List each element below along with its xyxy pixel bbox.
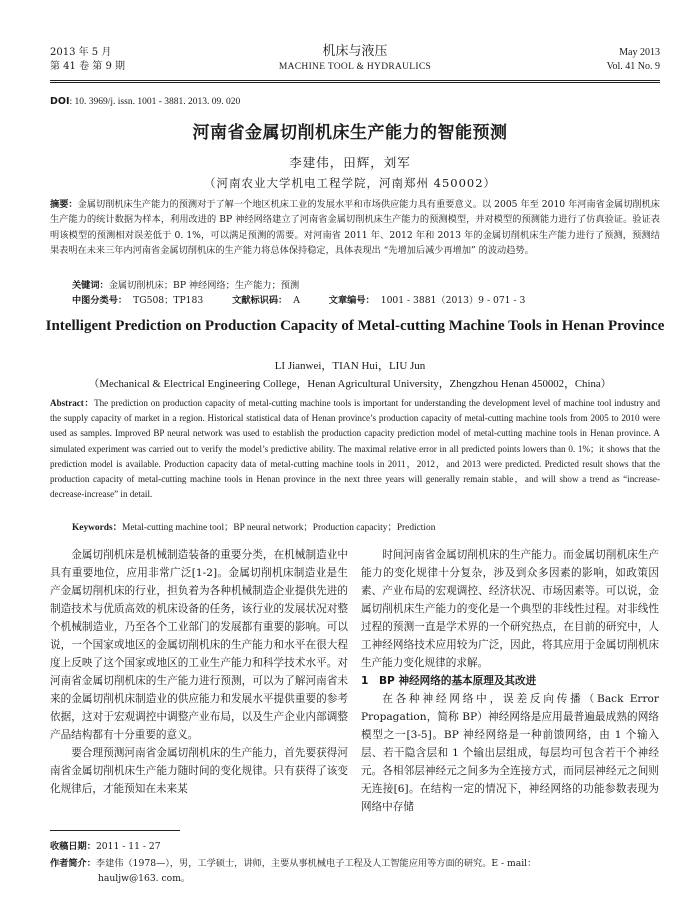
header-right (607, 46, 660, 74)
paper-title-en: Intelligent Prediction on Production Capacity of Metal-cutting Machine Tools in Henan Province (45, 318, 665, 334)
clc-value: TG508；TP183 (133, 295, 204, 306)
body-paragraph: 在各种神经网络中，误差反向传播（Back Error Propagation，简称 BP）神经网络是应用最普遍最成熟的网络模型之一[3-5]。BP 神经网络是一种前馈网络，由 1 个输入层、若干隐含层和 1 个输出层组成，每层均可包含若干个神经元。各相邻层神经元之间多为全连接方式，而同层神经元之间则无连接[6]。在结构一定的情况下，神经网络的功能参数表现为网络中存储 (361, 693, 659, 813)
article-number-value: 1001 - 3881（2013）9 - 071 - 3 (380, 295, 526, 306)
abstract-en-text: The prediction on production capacity of metal-cutting machine tools is important for understanding the development level of machine tool industry and the supply capacity of market in a region. Historical statistical data of Henan province’s production capacity of metal-cutting machine tools from 2005 to 2010 were used as samples. Improved BP neural network was used to establish the production capacity prediction model of metal-cutting machine tools in Henan province. A simulated experiment was carried out to verify the model’s predictive ability. The maximal relative error in all predicted points lowers than 0. 1%；it shows that the prediction model is available. Production capacity data of metal-cutting machine tools in 2011，2012，and 2013 were predicted. Predicted result shows that the production capacity of metal-cutting machine tools in Henan province in the next three years will generally remain stable，and will show a trend as “increase-decrease-increase” in detail. (50, 398, 660, 500)
abstract-en-label: Abstract： (50, 398, 95, 408)
abstract-cn (50, 197, 660, 258)
keywords-en-label: Keywords： (72, 523, 122, 533)
bio-label: 作者简介： (50, 858, 96, 869)
affiliation-cn: （河南农业大学机电工程学院，河南郑州 450002） (203, 176, 497, 190)
affiliation-en: （Mechanical & Electrical Engineering College，Henan Agricultural University，Zhengzhou Henan 450002，China） (88, 378, 612, 390)
keywords-en-text: Metal-cutting machine tool；BP neural network；Production capacity；Prediction (122, 523, 436, 533)
received-value: 2011 - 11 - 27 (95, 841, 161, 852)
doc-code-label: 文献标识码： (232, 295, 288, 306)
article-number-label: 文章编号： (328, 295, 375, 306)
doc-code-value: A (293, 295, 300, 306)
issue-date-cn: 2013 年 5 月 (50, 47, 112, 58)
header-rule-top (50, 80, 660, 81)
body-paragraph: 时间河南省金属切削机床的生产能力。而金属切削机床生产能力的变化规律十分复杂，涉及到众多因素的影响，如政策因素、产业布局的宏观调控、经济状况、市场因素等。可以说，金属切削机床生产能力的变化是一个典型的非线性过程。对非线性过程的预测一直是学术界的一个研究热点，在目前的研究中，人工神经网络技术应用较为广泛，因此，将其应用于金属切削机床生产能力变化规律的求解。 (361, 549, 659, 669)
body-column-left (50, 546, 348, 798)
abstract-en (50, 396, 660, 502)
running-header (50, 44, 660, 78)
keywords-cn (72, 277, 299, 291)
journal-name-cn: 机床与液压 (322, 44, 388, 59)
volume-en: Vol. 41 No. 9 (606, 61, 660, 72)
doi-value: : 10. 3969/j. issn. 1001 - 3881. 2013. 09. 020 (69, 97, 241, 107)
abstract-cn-text: 金属切削机床生产能力的预测对于了解一个地区机床工业的发展水平和市场供应能力具有重要意义。以 2005 年至 2010 年河南省金属切削机床生产能力的统计数据为样本，利用改进的 BP 神经网络建立了河南省金属切削机床生产能力的预测模型，并对模型的预测能力进行了仿真验证。验证表明该模型的预测相对误差低于 0. 1%，可以满足预测的需要。对河南省 2011 年、2012 年和 2013 年的金属切削机床生产能力进行了预测，预测结果表明在未来三年内河南省金属切削机床的生产能力将总体保持稳定，具体表现出 “先增加后减少再增加” 的波动趋势。 (50, 199, 660, 256)
journal-name-en: MACHINE TOOL & HYDRAULICS (278, 62, 432, 72)
received-date (50, 838, 161, 852)
bio-email: hauljw@163. com。 (98, 873, 191, 884)
classification-line (72, 292, 537, 306)
abstract-cn-label: 摘要： (50, 199, 78, 210)
doi-label: DOI (50, 96, 70, 107)
issue-date-en: May 2013 (619, 47, 660, 58)
journal-name (50, 44, 660, 74)
received-label: 收稿日期： (50, 841, 96, 852)
author-bio (50, 856, 660, 886)
body-paragraph: 金属切削机床是机械制造装备的重要分类，在机械制造业中具有重要地位，应用非常广泛[1-2]。金属切削机床制造业是生产金属切削机床的行业，担负着为各种机械制造企业提供先进的制造技术与优质高效的机床设备的任务，该行业的发展状况对整个机械制造业，乃至各个工业部门的发展都有重要的影响。可以说，一个国家或地区的金属切削机床的生产能力和水平在很大程度上反映了这个国家或地区的工业生产能力和科学技术水平。对河南省金属切削机床的生产能力进行预测，可以为了解河南省未来的金属切削机床制造业的供应能力和发展水平提供重要的参考依据，这对于宏观调控中调整产业布局，以及生产企业内部调整产品结构都有十分重要的意义。 (50, 549, 348, 741)
keywords-cn-label: 关键词： (72, 280, 109, 291)
authors-cn: 李建伟，田辉，刘军 (289, 155, 411, 170)
paper-title-cn: 河南省金属切削机床生产能力的智能预测 (192, 123, 508, 143)
authors-en: LI Jianwei，TIAN Hui，LIU Jun (274, 360, 426, 372)
keywords-cn-text: 金属切削机床；BP 神经网络；生产能力；预测 (108, 280, 300, 291)
body-column-right (361, 546, 659, 816)
section-heading: 1 BP 神经网络的基本原理及其改进 (361, 675, 537, 687)
bio-text: 李建伟（1978—），男，工学硕士，讲师，主要从事机械电子工程及人工智能应用等方面的研究。E - mail： (95, 858, 537, 869)
volume-cn: 第 41 卷 第 9 期 (50, 61, 125, 72)
footnote-rule (50, 830, 180, 831)
doi-line (50, 96, 240, 107)
header-rule-bottom (50, 82, 660, 83)
body-paragraph: 要合理预测河南省金属切削机床的生产能力，首先要获得河南省金属切削机床生产能力随时间的变化规律。只有获得了该变化规律后，才能预知在未来某 (50, 747, 348, 795)
clc-label: 中图分类号： (72, 295, 128, 306)
keywords-en (72, 519, 435, 533)
